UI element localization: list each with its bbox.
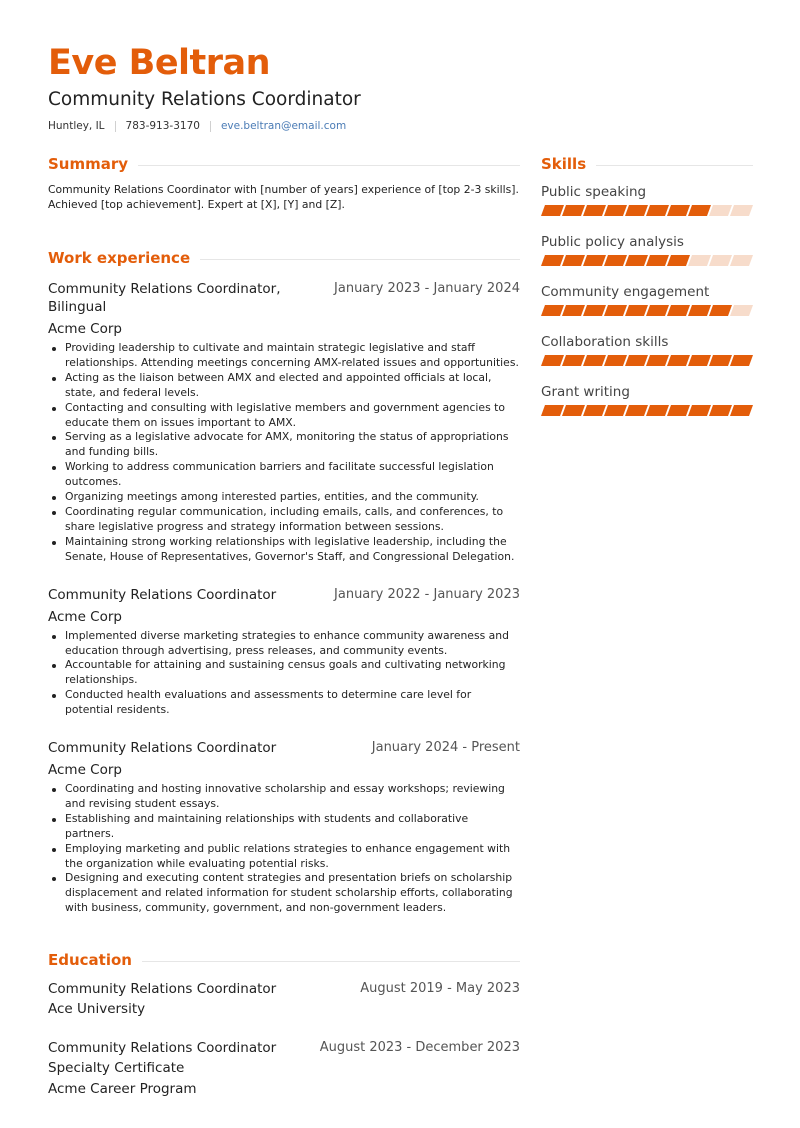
section-rule: [142, 961, 520, 962]
list-item: Coordinating and hosting innovative scholarship and essay workshops; reviewing and revising student essays.: [48, 782, 520, 812]
skill-segment-filled: [541, 355, 564, 366]
job-date: January 2022 - January 2023: [334, 586, 520, 602]
job-title: Community Relations Coordinator: [48, 740, 277, 757]
job-title: Community Relations Coordinator: [48, 586, 277, 603]
job-bullets: [48, 629, 520, 718]
skill-segment-filled: [688, 355, 711, 366]
job-bullets: [48, 782, 520, 916]
skill-segment-filled: [667, 305, 690, 316]
summary-heading: [48, 154, 520, 174]
skill-segment-filled: [730, 355, 753, 366]
section-rule: [200, 259, 520, 260]
list-item: Providing leadership to cultivate and maintain strategic legislative and staff relationships. Attending meetings concerning AMX-related issues and opportunities.: [48, 341, 520, 371]
skill-segment-filled: [625, 405, 648, 416]
list-item: Organizing meetings among interested parties, entities, and the community.: [48, 490, 520, 505]
skill-item: [541, 383, 753, 417]
section-label: Work experience: [48, 249, 191, 267]
skill-name: Collaboration skills: [541, 334, 669, 350]
skill-segment-filled: [604, 305, 627, 316]
list-item: Implemented diverse marketing strategies to enhance community awareness and education through advertising, press releases, and community events.: [48, 629, 520, 659]
education-title: Community Relations Coordinator: [48, 1040, 277, 1057]
skill-segment-filled: [583, 305, 606, 316]
skill-segment-filled: [562, 405, 585, 416]
skill-item: [541, 283, 753, 317]
skill-name: Grant writing: [541, 384, 630, 400]
skill-segment-filled: [646, 205, 669, 216]
summary-text: Community Relations Coordinator with [number of years] experience of [top 2-3 skills]. Achieved [top achievement]. Expert at [X], [Y] and [Z].: [48, 183, 519, 211]
skill-segment-filled: [541, 205, 564, 216]
skill-segment-filled: [562, 205, 585, 216]
contact-divider: [115, 121, 116, 132]
contact-email-link[interactable]: eve.beltran@email.com: [220, 120, 347, 132]
skill-level-bar: [543, 405, 753, 417]
skill-segment-filled: [646, 305, 669, 316]
job-entry: [48, 739, 520, 916]
skill-segment-filled: [583, 355, 606, 366]
contact-location: Huntley, IL: [48, 120, 105, 132]
list-item: Working to address communication barriers and facilitate successful legislation outcomes.: [48, 460, 520, 490]
education-credential: Specialty Certificate: [48, 1060, 185, 1077]
skill-segment-empty: [730, 205, 753, 216]
skills-list: [541, 183, 753, 417]
job-entry: [48, 280, 520, 565]
skill-segment-filled: [583, 405, 606, 416]
skill-segment-filled: [688, 205, 711, 216]
skill-segment-filled: [688, 405, 711, 416]
education-title: Community Relations Coordinator: [48, 981, 277, 998]
skill-segment-filled: [709, 355, 732, 366]
skill-segment-filled: [709, 305, 732, 316]
job-company: Acme Corp: [48, 608, 122, 625]
skill-segment-filled: [541, 305, 564, 316]
education-institution: Ace University: [48, 1001, 146, 1018]
contact-info: [48, 120, 748, 132]
skill-segment-filled: [562, 305, 585, 316]
job-entry: [48, 586, 520, 718]
skill-segment-empty: [709, 255, 732, 266]
job-title: Community Relations Coordinator, Bilingual: [48, 281, 281, 315]
work-heading: [48, 248, 520, 268]
skill-segment-empty: [688, 255, 711, 266]
skill-segment-filled: [667, 255, 690, 266]
list-item: Accountable for attaining and sustaining census goals and cultivating networking relationships.: [48, 658, 520, 688]
skill-segment-filled: [646, 355, 669, 366]
main-column: [48, 154, 520, 1100]
skill-level-bar: [543, 355, 753, 367]
section-label: Summary: [48, 155, 129, 173]
skill-segment-filled: [667, 355, 690, 366]
section-label: Education: [48, 951, 132, 970]
skill-level-bar: [543, 305, 753, 317]
skill-segment-filled: [604, 405, 627, 416]
skill-name: Public policy analysis: [541, 234, 684, 250]
list-item: Designing and executing content strategies and presentation briefs on scholarship displacement and related information for student scholarship efforts, collaborating with business, community, government, and non-government leaders.: [48, 871, 520, 916]
skill-segment-filled: [604, 255, 627, 266]
skill-segment-filled: [688, 305, 711, 316]
skill-item: [541, 333, 753, 367]
job-company: Acme Corp: [48, 762, 122, 779]
contact-divider: [210, 121, 211, 132]
list-item: Serving as a legislative advocate for AMX, monitoring the status of appropriations and funding bills.: [48, 430, 520, 460]
candidate-title: Community Relations Coordinator: [48, 89, 361, 110]
skill-segment-filled: [562, 355, 585, 366]
list-item: Conducted health evaluations and assessments to determine care level for potential residents.: [48, 688, 520, 718]
skill-segment-filled: [541, 405, 564, 416]
skills-heading: [541, 154, 753, 174]
education-date: August 2023 - December 2023: [319, 1040, 520, 1056]
skill-item: [541, 183, 753, 217]
list-item: Employing marketing and public relations strategies to enhance engagement with the organization while evaluating potential risks.: [48, 842, 520, 872]
sidebar-column: [541, 154, 753, 417]
skill-segment-filled: [583, 255, 606, 266]
list-item: Maintaining strong working relationships with legislative leadership, including the Senate, House of Representatives, Governor's Staff, and Congressional Delegation.: [48, 535, 520, 565]
education-date: August 2019 - May 2023: [360, 981, 520, 997]
skill-segment-filled: [604, 355, 627, 366]
skill-name: Public speaking: [541, 184, 647, 200]
section-rule: [138, 165, 520, 166]
education-institution: Acme Career Program: [48, 1081, 197, 1098]
skill-item: [541, 233, 753, 267]
contact-phone: 783-913-3170: [125, 120, 200, 132]
skill-segment-filled: [541, 255, 564, 266]
skill-segment-filled: [730, 405, 753, 416]
job-date: January 2024 - Present: [371, 740, 520, 756]
skill-segment-filled: [667, 405, 690, 416]
skill-segment-filled: [625, 355, 648, 366]
skill-level-bar: [543, 205, 753, 217]
skill-segment-filled: [667, 205, 690, 216]
skill-segment-filled: [625, 305, 648, 316]
list-item: Coordinating regular communication, including emails, calls, and conferences, to share legislative progress and strategy information between sessions.: [48, 505, 520, 535]
skill-segment-empty: [730, 255, 753, 266]
education-heading: [48, 950, 520, 970]
skill-name: Community engagement: [541, 284, 710, 300]
job-bullets: [48, 341, 520, 565]
list-item: Contacting and consulting with legislative members and government agencies to educate them on issues important to AMX.: [48, 401, 520, 431]
skill-segment-filled: [625, 205, 648, 216]
skill-segment-filled: [562, 255, 585, 266]
skill-level-bar: [543, 255, 753, 267]
skill-segment-filled: [583, 205, 606, 216]
resume-header: [48, 42, 748, 132]
skill-segment-empty: [730, 305, 753, 316]
skill-segment-filled: [709, 405, 732, 416]
education-entry: [48, 1038, 520, 1100]
section-rule: [596, 165, 753, 166]
list-item: Acting as the liaison between AMX and elected and appointed officials at local, state, and federal levels.: [48, 371, 520, 401]
skill-segment-filled: [646, 405, 669, 416]
skill-segment-empty: [709, 205, 732, 216]
candidate-name: Eve Beltran: [48, 43, 271, 83]
job-company: Acme Corp: [48, 321, 122, 337]
skill-segment-filled: [625, 255, 648, 266]
list-item: Establishing and maintaining relationships with students and collaborative partners.: [48, 812, 520, 842]
job-date: January 2023 - January 2024: [334, 281, 520, 296]
skill-segment-filled: [646, 255, 669, 266]
section-label: Skills: [541, 155, 587, 173]
education-entry: [48, 979, 520, 1020]
skill-segment-filled: [604, 205, 627, 216]
